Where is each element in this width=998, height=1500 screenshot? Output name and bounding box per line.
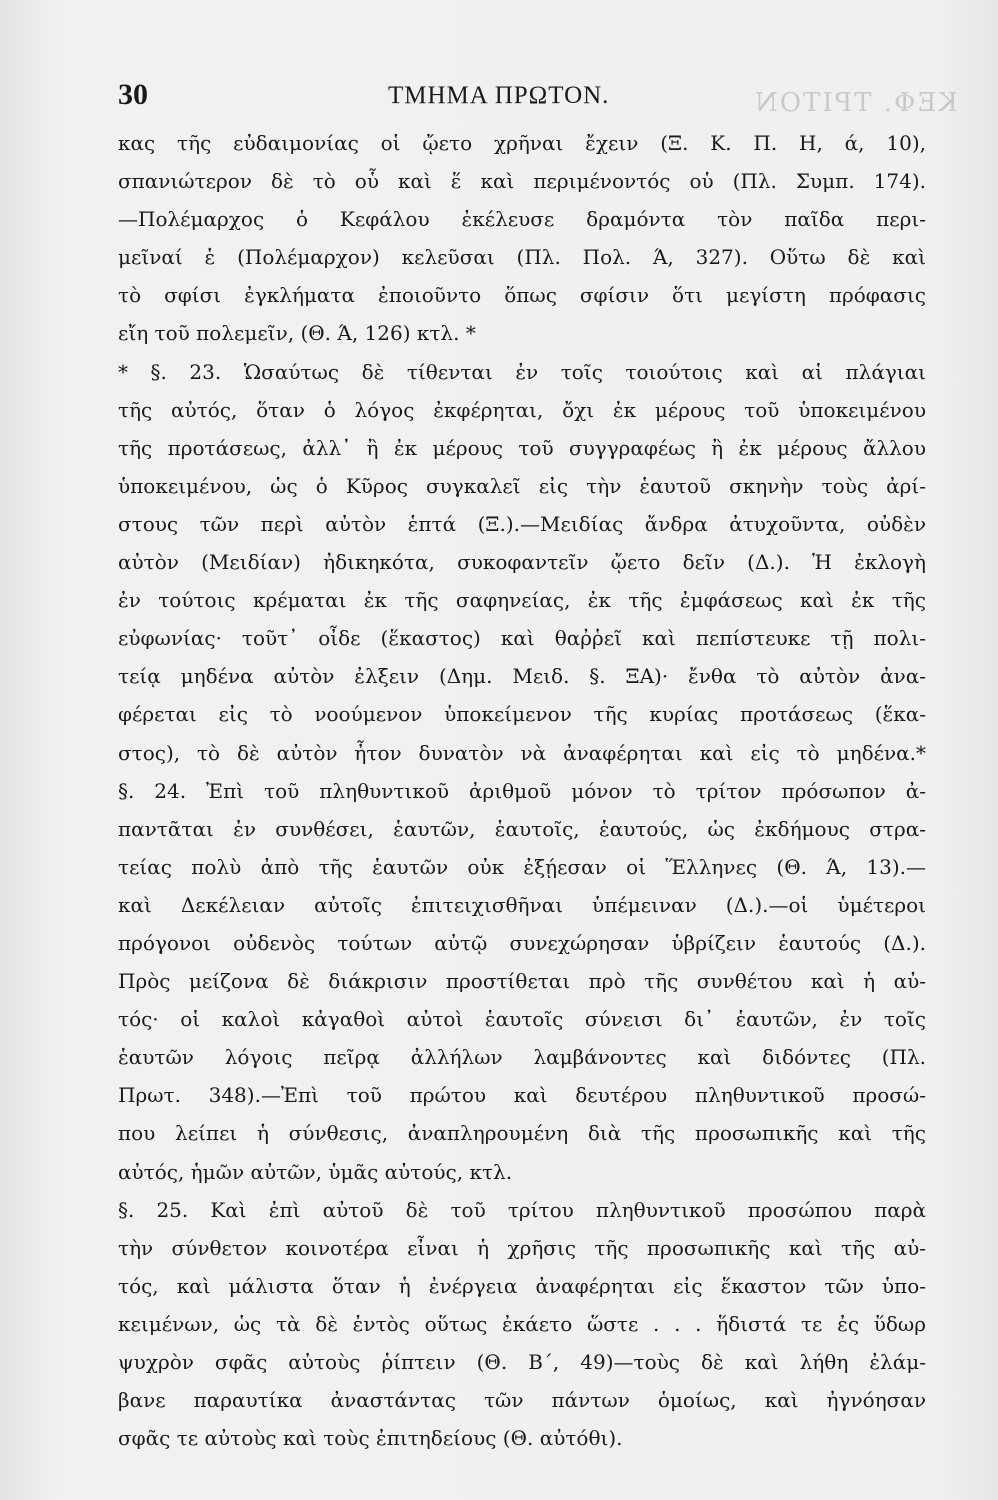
text-line: τῆς προτάσεως, ἀλλ᾽ ἢ ἐκ μέρους τοῦ συγγραφέως ἢ ἐκ μέρους ἄλλου — [118, 435, 926, 460]
text-line: καὶ Δεκέλειαν αὐτοῖς ἐπιτειχισθῆναι ὑπέμειναν (Δ.).—οἱ ὑμέτεροι — [118, 892, 926, 917]
text-line: εὐφωνίας· τοῦτ᾽ οἶδε (ἕκαστος) καὶ θαῤῥεῖ καὶ πεπίστευκε τῇ πολι- — [118, 626, 926, 651]
text-line: κειμένων, ὡς τὰ δὲ ἐντὸς οὕτως ἐκάετο ὥστε . . . ἥδιστά τε ἐς ὕδωρ — [118, 1311, 926, 1336]
text-line: αὐτός, ἡμῶν αὐτῶν, ὑμᾶς αὐτούς, κτλ. — [118, 1159, 513, 1184]
text-line: βανε παραυτίκα ἀναστάντας τῶν πάντων ὁμοίως, καὶ ἠγνόησαν — [118, 1388, 926, 1413]
text-line: τός· οἱ καλοὶ κἀγαθοὶ αὐτοὶ ἑαυτοῖς σύνεισι δι᾽ ἑαυτῶν, ἐν τοῖς — [118, 1007, 926, 1032]
text-line: Πρωτ. 348).—Ἐπὶ τοῦ πρώτου καὶ δευτέρου πληθυντικοῦ προσώ- — [118, 1083, 926, 1108]
text-line: στος), τὸ δὲ αὐτὸν ἦτον δυνατὸν νὰ ἀναφέρηται καὶ εἰς τὸ μηδένα.* — [118, 740, 926, 765]
page-number: 30 — [118, 78, 148, 111]
text-line: που λείπει ἡ σύνθεσις, ἀναπληρουμένη διὰ τῆς προσωπικῆς καὶ τῆς — [118, 1121, 926, 1146]
text-line: μεῖναί ἑ (Πολέμαρχον) κελεῦσαι (Πλ. Πολ. Ά, 327). Οὕτω δὲ καὶ — [118, 245, 926, 270]
text-line: ψυχρὸν σφᾶς αὐτοὺς ῥίπτειν (Θ. Β΄, 49)—τοὺς δὲ καὶ λήθη ἐλάμ- — [118, 1350, 926, 1374]
body-text — [118, 124, 926, 1457]
text-line: παντᾶται ἐν συνθέσει, ἑαυτῶν, ἑαυτοῖς, ἑαυτούς, ὡς ἐκδήμους στρα- — [118, 816, 926, 841]
text-line: §. 24. Ἐπὶ τοῦ πληθυντικοῦ ἀριθμοῦ μόνον τὸ τρίτον πρόσωπον ἀ- — [118, 778, 926, 803]
text-line: τὴν σύνθετον κοινοτέρα εἶναι ἡ χρῆσις τῆς προσωπικῆς καὶ τῆς αὐ- — [118, 1235, 926, 1260]
bleed-through-text: ΚΕΦ. ΤΡΙΤΟΝ — [753, 88, 958, 118]
text-line: ἑαυτῶν λόγοις πεῖρᾳ ἀλλήλων λαμβάνοντες καὶ διδόντες (Πλ. — [118, 1045, 926, 1070]
text-line: φέρεται εἰς τὸ νοούμενον ὑποκείμενον τῆς κυρίας προτάσεως (ἕκα- — [118, 702, 926, 727]
text-line: αὐτὸν (Μειδίαν) ἠδικηκότα, συκοφαντεῖν ᾤετο δεῖν (Δ.). Ἡ ἐκλογὴ — [118, 550, 926, 575]
text-line: κας τῆς εὐδαιμονίας οἱ ᾤετο χρῆναι ἔχειν (Ξ. Κ. Π. Η, ά, 10), — [118, 131, 926, 155]
text-line: ἐν τούτοις κρέμαται ἐκ τῆς σαφηνείας, ἐκ τῆς ἐμφάσεως καὶ ἐκ τῆς — [118, 588, 926, 613]
text-line: σπανιώτερον δὲ τὸ οὗ καὶ ἕ καὶ περιμένοντός οὑ (Πλ. Συμπ. 174). — [118, 169, 926, 194]
running-title: ΤΜΗΜΑ ΠΡΩΤΟΝ. — [388, 82, 610, 109]
text-line: εἴη τοῦ πολεμεῖν, (Θ. Ά, 126) κτλ. * — [118, 321, 476, 346]
text-line: πρόγονοι οὐδενὸς τούτων αὐτῷ συνεχώρησαν ὑβρίζειν ἑαυτούς (Δ.). — [118, 930, 926, 955]
text-line: Πρὸς μείζονα δὲ διάκρισιν προστίθεται πρὸ τῆς συνθέτου καὶ ἡ αὐ- — [118, 969, 926, 994]
text-line: —Πολέμαρχος ὁ Κεφάλου ἐκέλευσε δραμόντα τὸν παῖδα περι- — [118, 207, 926, 232]
text-line: τῆς αὐτός, ὅταν ὁ λόγος ἐκφέρηται, ὄχι ἐκ μέρους τοῦ ὑποκειμένου — [118, 397, 926, 422]
text-line: ὑποκειμένου, ὡς ὁ Κῦρος συγκαλεῖ εἰς τὴν ἑαυτοῦ σκηνὴν τοὺς ἀρί- — [118, 473, 926, 498]
text-line: τείᾳ μηδένα αὐτὸν ἐλξειν (Δημ. Μειδ. §. ΞΑ)· ἔνθα τὸ αὐτὸν ἀνα- — [118, 664, 926, 689]
text-line: §. 25. Καὶ ἐπὶ αὐτοῦ δὲ τοῦ τρίτου πληθυντικοῦ προσώπου παρὰ — [118, 1197, 926, 1222]
text-line: τείας πολὺ ἀπὸ τῆς ἑαυτῶν οὐκ ἐξῄεσαν οἱ Ἕλληνες (Θ. Ά, 13).— — [118, 854, 926, 879]
text-line: τός, καὶ μάλιστα ὅταν ἡ ἐνέργεια ἀναφέρηται εἰς ἕκαστον τῶν ὑπο- — [118, 1273, 926, 1298]
text-line: στους τῶν περὶ αὐτὸν ἑπτά (Ξ.).—Μειδίας ἄνδρα ἀτυχοῦντα, οὐδὲν — [118, 511, 926, 536]
page-header — [118, 74, 918, 114]
text-line: σφᾶς τε αὐτοὺς καὶ τοὺς ἐπιτηδείους (Θ. αὐτόθι). — [118, 1426, 623, 1451]
text-line: τὸ σφίσι ἐγκλήματα ἐποιοῦντο ὅπως σφίσιν ὅτι μεγίστη πρόφασις — [118, 283, 926, 308]
text-line: * §. 23. Ὡσαύτως δὲ τίθενται ἐν τοῖς τοιούτοις καὶ αἱ πλάγιαι — [118, 359, 926, 384]
